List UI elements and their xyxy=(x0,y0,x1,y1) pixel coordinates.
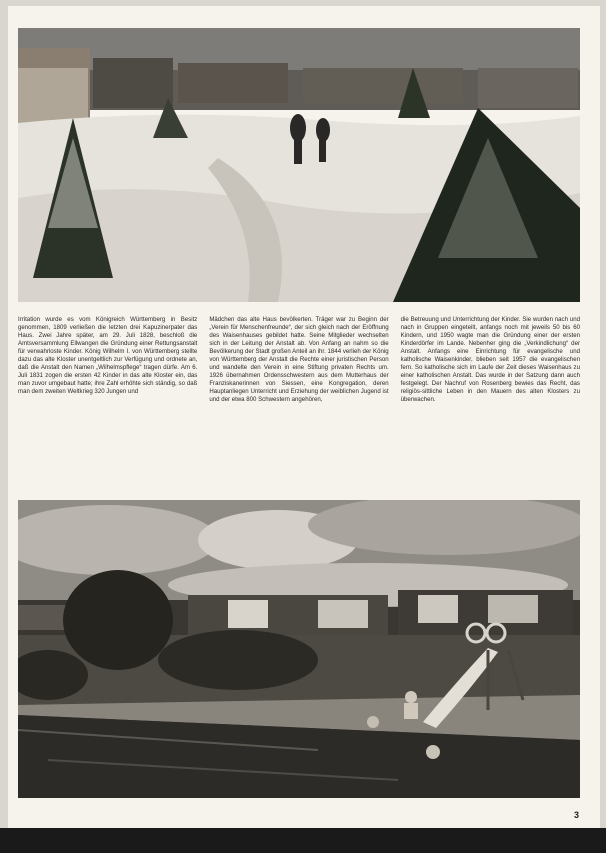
page-number: 3 xyxy=(574,810,580,820)
photo-swimming-pool xyxy=(18,500,580,798)
photo-snowy-settlement xyxy=(18,28,580,302)
scan-border xyxy=(0,828,606,853)
article-column-3: die Betreuung und Unterrichtung der Kinder. Sie wurden nach und nach in Gruppen eingeteilt, anfangs noch mit jeweils 50 bis 60 Kindern, und 1950 wagte man die Gründung einer der ersten Kinderdörfer im Lande. Nebenher ging die „Verkindlichung“ der Anstalt. Anfangs eine Einrichtung für evangelische und katholische Waisenkinder, blieben seit 1957 die evangelischen fern. So katholische sich im Laufe der Zeit dieses Waisenhaus zu einer katholischen Anstalt. Das wurde in der Satzung dann auch festgelegt. Der Nachruf von Rosenberg bewies das Recht, das religiös-sittliche Leben in den Mauern des alten Klosters zu überwachen. xyxy=(400,316,580,404)
article-text xyxy=(18,316,580,476)
article-column-2: Mädchen das alte Haus bevölkerten. Träger war zu Beginn der „Verein für Menschenfreunde“, der sich gleich nach der Eröffnung des Waisenhauses gebildet hatte. Seine Mitglieder wechselten sich in der Leitung der Anstalt ab. Von Anfang an nahm so die Bevölkerung der Stadt großen Anteil an ihr. 1844 verlieh der König von Württemberg der Anstalt die Rechte einer juristischen Person und wandelte den Verein in eine Stiftung privaten Rechts um. 1926 übernahmen Ordensschwestern aus dem Mutterhaus der Franziskanerinnen von Siessen, eine Kongregation, deren Hauptanliegen Unterricht und Erziehung der weiblichen Jugend ist und der etwa 800 Schwestern angehören, xyxy=(209,316,389,404)
article-column-1: Irritation wurde es vom Königreich Württemberg in Besitz genommen, 1809 verließen die letzten drei Kapuzinerpater das Haus. Zwei Jahre später, am 29. Juli 1828, beschloß die Amtsversammlung Ellwangen die Gründung einer Rettungsanstalt für verwahrloste Kinder. König Wilhelm I. von Württemberg stellte dazu das alte Kloster unentgeltlich zur Verfügung und ordnete an, daß die Anstalt den Namen „Wilhelmspflege“ tragen dürfe. Am 6. Juli 1831 zogen die ersten 42 Kinder in das alte Kloster ein, das man zuvor umgebaut hatte; ihre Zahl erhöhte sich ständig, so daß man dem zweiten Weltkrieg 320 Jungen und xyxy=(18,316,198,396)
